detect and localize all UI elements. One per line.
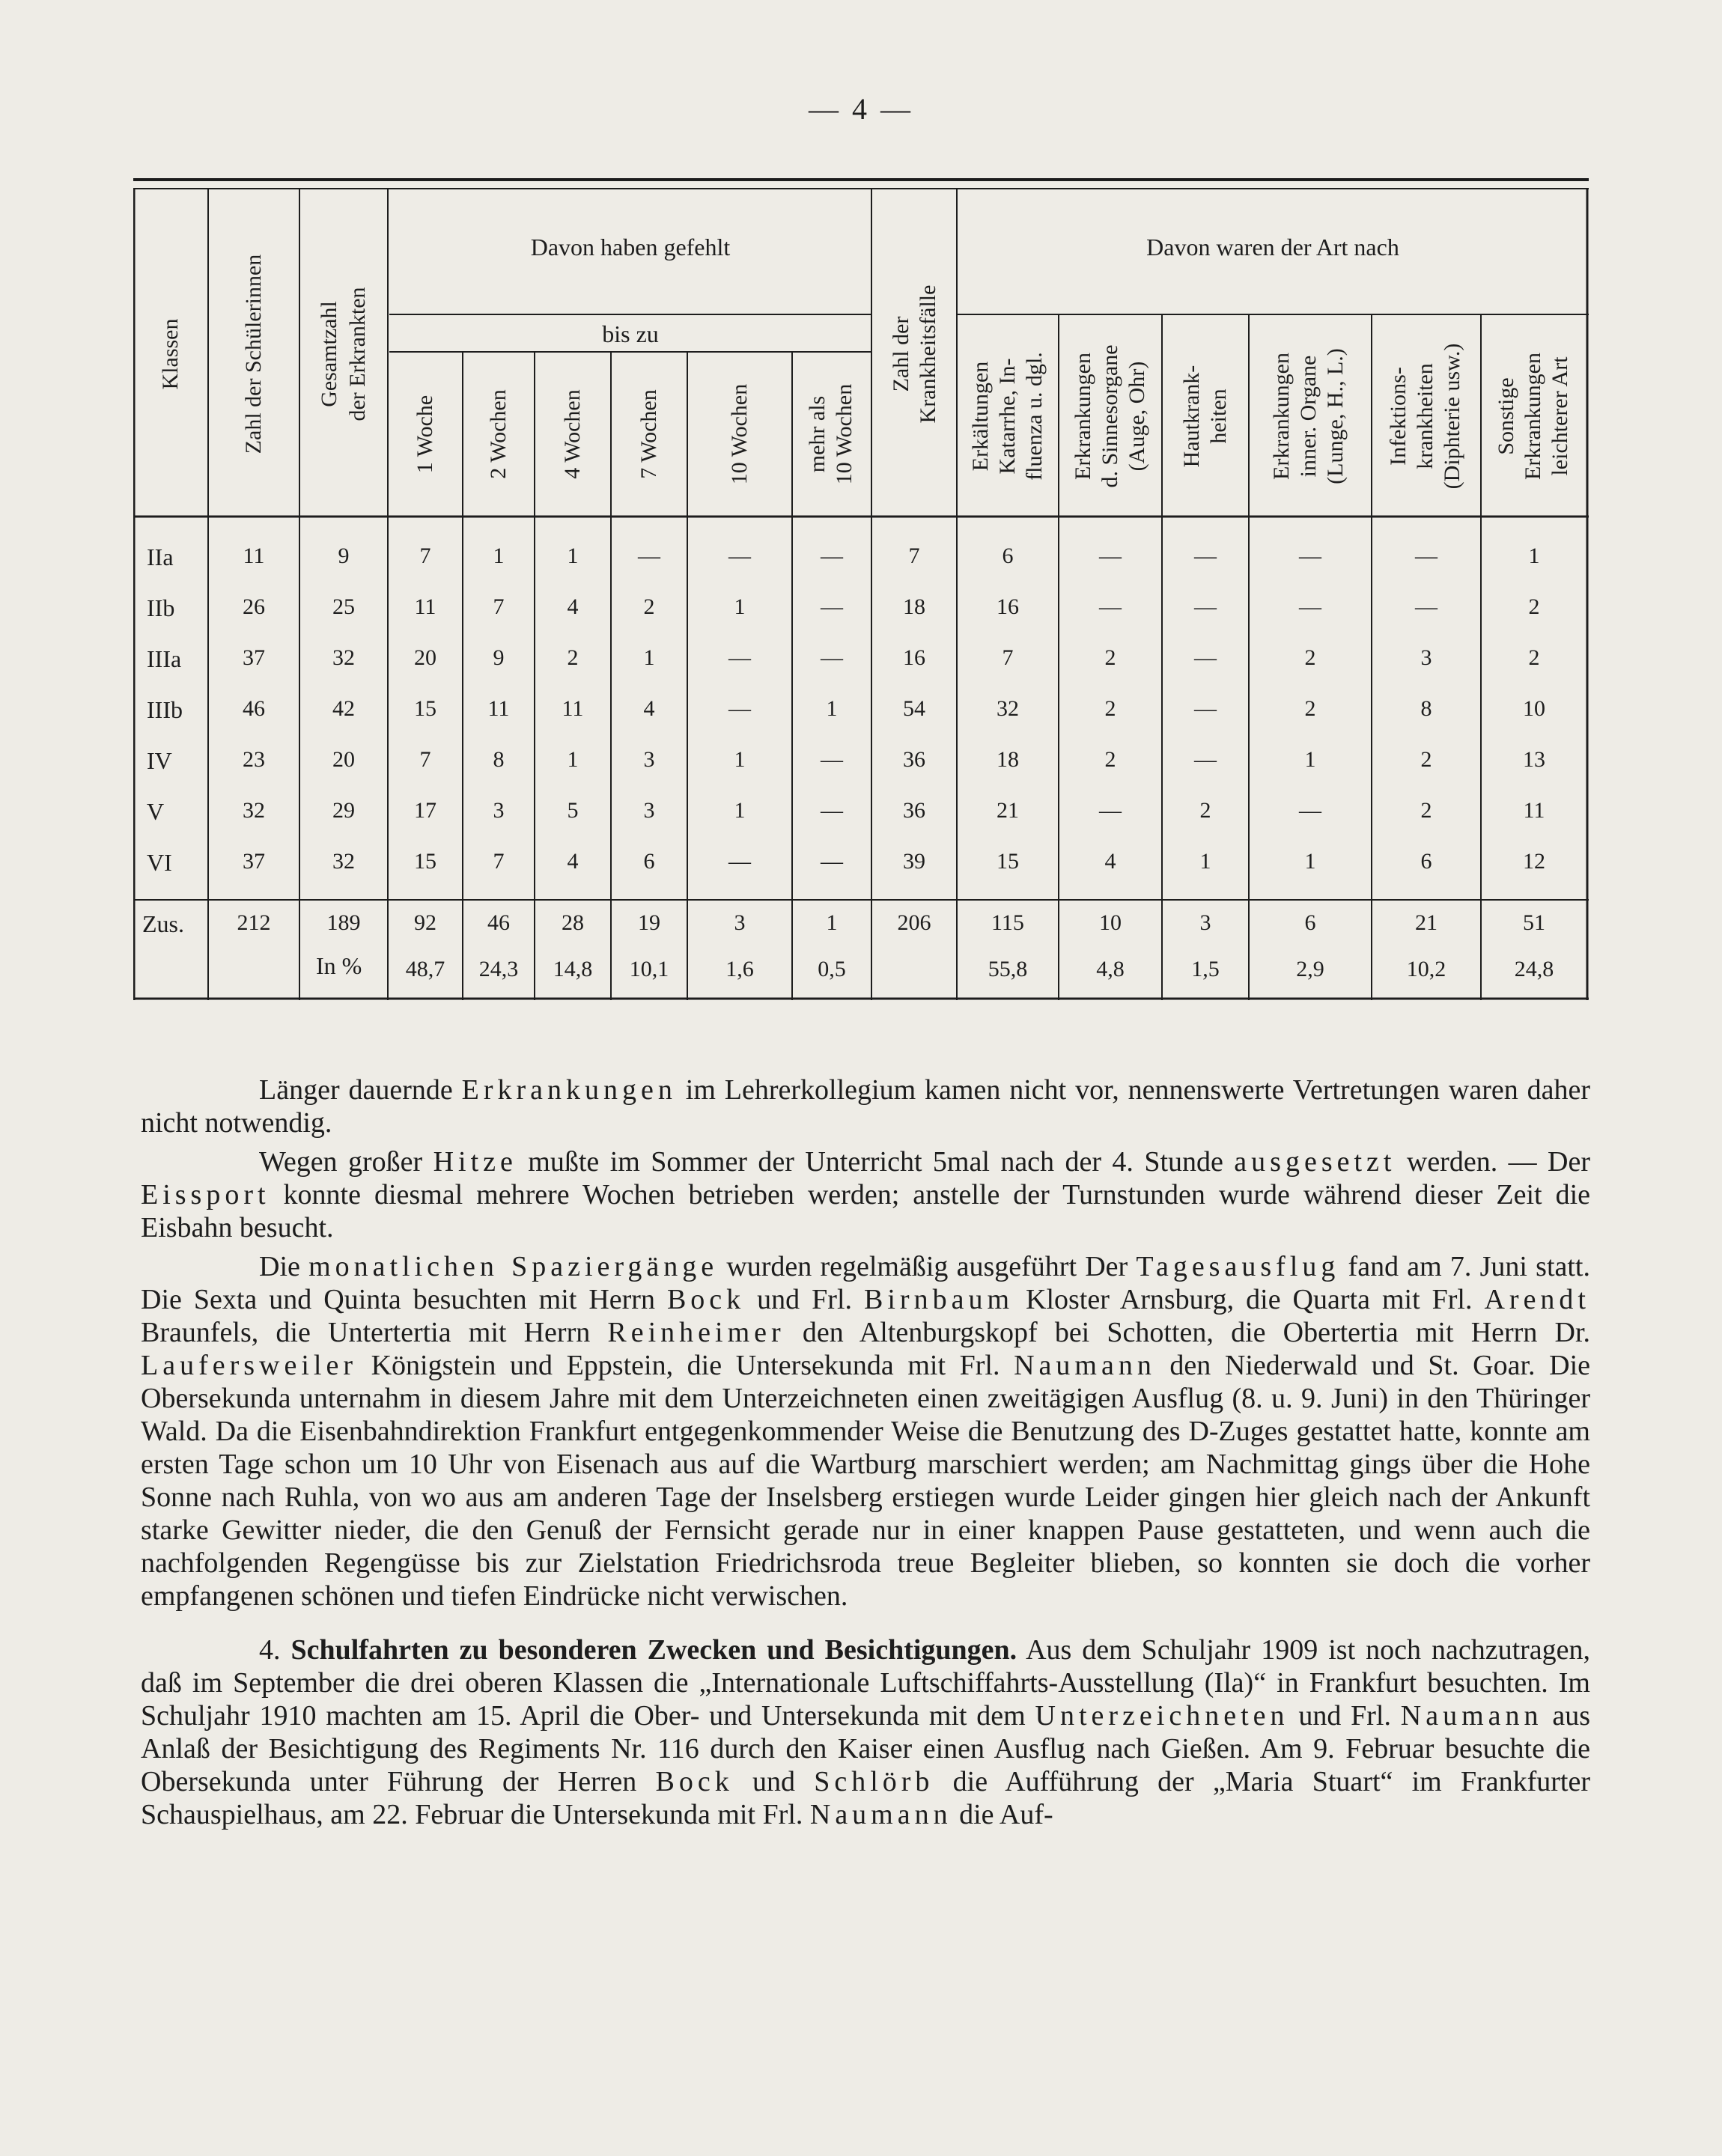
table-cell: 11 bbox=[487, 696, 510, 721]
row-label: IV bbox=[147, 747, 172, 774]
percent-cell: 14,8 bbox=[553, 957, 593, 981]
table-cell: 3 bbox=[643, 747, 655, 772]
table-cell: 2 bbox=[1304, 696, 1316, 721]
table-cell: — bbox=[728, 645, 751, 670]
table-cell: 10 bbox=[1523, 696, 1545, 721]
header-art-innere-1: Erkrankungen bbox=[1269, 353, 1294, 480]
total-cell: 51 bbox=[1523, 910, 1545, 935]
table-cell: 4 bbox=[1104, 849, 1116, 874]
text-segment: Die bbox=[259, 1251, 309, 1282]
table-cell: 23 bbox=[243, 747, 265, 772]
text-segment: die Auf- bbox=[952, 1799, 1053, 1830]
percent-cell: 10,2 bbox=[1406, 957, 1446, 981]
header-art-sinnesorgane-1: Erkrankungen bbox=[1071, 353, 1095, 480]
total-cell: 115 bbox=[991, 910, 1024, 935]
text-segment: wurden regelmäßig ausgeführt Der bbox=[718, 1251, 1137, 1282]
table-cell: 32 bbox=[243, 798, 265, 823]
header-art-infektion-3: (Diphterie usw.) bbox=[1440, 343, 1464, 490]
table-cell: 7 bbox=[1002, 645, 1014, 670]
text-segment: Schlörb bbox=[814, 1766, 934, 1797]
total-cell: 6 bbox=[1304, 910, 1316, 935]
text-segment: Tagesausflug bbox=[1136, 1251, 1340, 1282]
table-cell: — bbox=[821, 798, 843, 823]
row-label: IIIa bbox=[147, 645, 182, 672]
table-cell: 32 bbox=[332, 645, 355, 670]
table-cell: 32 bbox=[332, 849, 355, 874]
text-segment: Naumann bbox=[1014, 1350, 1156, 1381]
table-cell: 1 bbox=[493, 543, 505, 568]
table-cell: 54 bbox=[903, 696, 925, 721]
header-zahl-schuelerinnen: Zahl der Schülerinnen bbox=[241, 254, 266, 454]
total-cell: 212 bbox=[237, 910, 271, 935]
total-row-label: Zus. bbox=[142, 910, 184, 937]
header-bis-zu: bis zu bbox=[602, 320, 659, 347]
table-cell: 11 bbox=[562, 696, 584, 721]
table-cell: — bbox=[1299, 594, 1321, 619]
text-segment: Wegen großer bbox=[259, 1146, 433, 1178]
text-segment: Erkrankungen bbox=[461, 1074, 677, 1106]
table-cell: — bbox=[1194, 594, 1217, 619]
header-art-sinnesorgane-3: (Auge, Ohr) bbox=[1125, 361, 1149, 472]
table-cell: 7 bbox=[419, 543, 431, 568]
table-cell: 2 bbox=[1104, 696, 1116, 721]
table-cell: 11 bbox=[243, 543, 265, 568]
text-segment: Aus dem Schuljahr 1909 ist noch nachzutragen, daß im September die drei oberen Klassen die „Internationale Luftschiffahrts-Ausstellung (Ila)“ in Frankfurt besuchten. Im Schuljahr 1910 machten am 15. April die Ober- und Untersekunda mit dem bbox=[141, 1634, 1591, 1732]
header-art-haut-1: Hautkrank- bbox=[1179, 365, 1204, 468]
table-cell: 3 bbox=[643, 798, 655, 823]
table-cell: — bbox=[1099, 543, 1122, 568]
text-segment: Länger dauernde bbox=[259, 1074, 462, 1106]
text-segment: die Aufführung der „Maria Stuart“ im Frankfurter Schauspielhaus, am 22. Februar die Untersekunda mit Frl. bbox=[141, 1766, 1590, 1830]
header-mehr-als-line2: 10 Wochen bbox=[832, 383, 857, 485]
table-cell: 4 bbox=[643, 696, 655, 721]
total-cell: 10 bbox=[1099, 910, 1122, 935]
table-cell: 7 bbox=[493, 594, 505, 619]
header-art-infektion-1: Infektions- bbox=[1386, 367, 1411, 466]
table-cell: 2 bbox=[1199, 798, 1211, 823]
percent-row-label: In % bbox=[316, 952, 362, 979]
row-label: V bbox=[147, 798, 165, 825]
table-cell: 2 bbox=[1104, 645, 1116, 670]
table-cell: 1 bbox=[734, 594, 746, 619]
table-cell: 1 bbox=[1304, 747, 1316, 772]
percent-cell: 24,3 bbox=[478, 957, 519, 981]
table-cell: 1 bbox=[567, 543, 579, 568]
table-cell: 42 bbox=[332, 696, 355, 721]
total-cell: 1 bbox=[826, 910, 838, 935]
table-cell: — bbox=[821, 645, 843, 670]
text-segment: Bock bbox=[655, 1766, 734, 1797]
header-art-sinnesorgane-2: d. Sinnesorgane bbox=[1098, 344, 1122, 488]
table-cell: 5 bbox=[567, 798, 579, 823]
header-art-infektion-2: krankheiten bbox=[1413, 363, 1437, 469]
table-cell: 1 bbox=[734, 747, 746, 772]
text-segment: und Frl. bbox=[745, 1284, 865, 1315]
paragraph-lehrerkollegium bbox=[141, 1074, 1590, 1139]
table-cell: 17 bbox=[414, 798, 436, 823]
table-cell: 26 bbox=[243, 594, 265, 619]
table-cell: 11 bbox=[414, 594, 436, 619]
table-cell: 2 bbox=[643, 594, 655, 619]
header-1-woche: 1 Woche bbox=[413, 395, 437, 474]
table-cell: 3 bbox=[1420, 645, 1432, 670]
text-segment: fand am 7. Juni statt. Die Sexta und Quinta besuchten mit Herrn bbox=[141, 1251, 1590, 1315]
table-cell: 21 bbox=[997, 798, 1019, 823]
table-cell: 4 bbox=[567, 849, 579, 874]
table-cell: 13 bbox=[1523, 747, 1545, 772]
table-cell: 1 bbox=[1528, 543, 1540, 568]
table-cell: 1 bbox=[734, 798, 746, 823]
percent-cell: 48,7 bbox=[405, 957, 445, 981]
text-segment: Laufersweiler bbox=[141, 1350, 357, 1381]
table-cell: 18 bbox=[997, 747, 1019, 772]
table-cell: 8 bbox=[493, 747, 505, 772]
text-segment: Kloster Arnsburg, die Quarta mit Frl. bbox=[1014, 1284, 1485, 1315]
total-cell: 92 bbox=[414, 910, 436, 935]
percent-cell: 1,5 bbox=[1191, 957, 1220, 981]
table-cell: 7 bbox=[908, 543, 920, 568]
table-cell: — bbox=[1299, 543, 1321, 568]
table-cell: 6 bbox=[1002, 543, 1014, 568]
percent-cell: 4,8 bbox=[1096, 957, 1125, 981]
table-cell: — bbox=[1415, 543, 1437, 568]
header-4-wochen: 4 Wochen bbox=[560, 389, 585, 479]
text-segment: aus Anlaß der Besichtigung des Regiments Nr. 116 durch den Kaiser einen Ausflug nach Gießen. Am 9. Februar besuchte die Obersekunda unter Führung der Herren bbox=[141, 1700, 1590, 1797]
table-cell: 39 bbox=[903, 849, 925, 874]
total-cell: 21 bbox=[1415, 910, 1437, 935]
table-cell: 20 bbox=[414, 645, 436, 670]
table-cell: 9 bbox=[338, 543, 350, 568]
table-cell: 9 bbox=[493, 645, 505, 670]
percent-cell: 24,8 bbox=[1514, 957, 1554, 981]
header-art-innere-2: inner. Organe bbox=[1296, 355, 1321, 478]
text-segment: monatlichen Spaziergänge bbox=[308, 1251, 719, 1282]
total-cell: 28 bbox=[562, 910, 584, 935]
header-davon-art: Davon waren der Art nach bbox=[1146, 234, 1399, 261]
total-cell: 189 bbox=[326, 910, 361, 935]
table-cell: 12 bbox=[1523, 849, 1545, 874]
table-cell: — bbox=[728, 696, 751, 721]
illness-statistics-table bbox=[133, 178, 1589, 1000]
table-cell: — bbox=[821, 543, 843, 568]
table-cell: 1 bbox=[567, 747, 579, 772]
table-cell: — bbox=[728, 849, 751, 874]
header-art-innere-3: (Lunge, H., L.) bbox=[1323, 348, 1348, 484]
total-cell: 3 bbox=[734, 910, 746, 935]
header-davon-gefehlt: Davon haben gefehlt bbox=[530, 234, 731, 261]
text-segment: Arendt bbox=[1484, 1284, 1590, 1315]
header-zahl-krankheitsfaelle-line1: Zahl der bbox=[889, 316, 913, 392]
table-cell: — bbox=[821, 747, 843, 772]
text-segment: und Frl. bbox=[1289, 1700, 1401, 1732]
text-segment: Schulfahrten zu besonderen Zwecken und Besichtigungen. bbox=[290, 1634, 1017, 1666]
header-10-wochen: 10 Wochen bbox=[727, 383, 752, 485]
row-label: IIIb bbox=[147, 696, 183, 723]
text-segment: ausgesetzt bbox=[1234, 1146, 1396, 1178]
paragraph-schulfahrten bbox=[141, 1633, 1590, 1831]
header-art-sonstige-1: Sonstige bbox=[1494, 377, 1518, 455]
table-cell: — bbox=[1099, 798, 1122, 823]
total-cell: 19 bbox=[638, 910, 660, 935]
text-segment: Reinheimer bbox=[607, 1317, 785, 1348]
table-cell: 4 bbox=[567, 594, 579, 619]
header-art-erkaeltungen-3: fluenza u. dgl. bbox=[1022, 352, 1047, 481]
table-cell: 2 bbox=[1528, 645, 1540, 670]
row-label: IIb bbox=[147, 594, 175, 621]
table-cell: — bbox=[1099, 594, 1122, 619]
text-segment: den Altenburgskopf bei Schotten, die Obertertia mit Herrn Dr. bbox=[785, 1317, 1590, 1348]
text-segment: Eissport bbox=[141, 1179, 270, 1211]
page-number: — 4 — bbox=[809, 92, 913, 126]
text-segment: werden. — Der bbox=[1396, 1146, 1590, 1178]
header-art-haut-2: heiten bbox=[1206, 389, 1231, 444]
table-cell: — bbox=[1194, 696, 1217, 721]
table-cell: 16 bbox=[997, 594, 1019, 619]
text-segment: Braunfels, die Untertertia mit Herrn bbox=[141, 1317, 608, 1348]
table-cell: — bbox=[1415, 594, 1437, 619]
header-2-wochen: 2 Wochen bbox=[486, 389, 511, 479]
header-klassen: Klassen bbox=[158, 318, 183, 390]
table-cell: 2 bbox=[1304, 645, 1316, 670]
table-cell: 46 bbox=[243, 696, 265, 721]
table-cell: — bbox=[728, 543, 751, 568]
text-segment: im Lehrerkollegium kamen nicht vor, nennenswerte Vertretungen waren daher nicht notwendig. bbox=[141, 1074, 1590, 1139]
table-cell: 3 bbox=[493, 798, 505, 823]
percent-cell: 2,9 bbox=[1296, 957, 1324, 981]
percent-cell: 10,1 bbox=[629, 957, 669, 981]
table-cell: 1 bbox=[643, 645, 655, 670]
table-cell: — bbox=[1299, 798, 1321, 823]
table-cell: — bbox=[638, 543, 660, 568]
table-cell: 36 bbox=[903, 747, 925, 772]
table-cell: 2 bbox=[567, 645, 579, 670]
table-cell: 8 bbox=[1420, 696, 1432, 721]
percent-cell: 1,6 bbox=[725, 957, 754, 981]
text-segment: Bock bbox=[666, 1284, 746, 1315]
header-art-erkaeltungen-2: Katarrhe, In- bbox=[995, 358, 1020, 475]
text-segment: Birnbaum bbox=[864, 1284, 1014, 1315]
table-cell: 36 bbox=[903, 798, 925, 823]
header-art-sonstige-3: leichterer Art bbox=[1548, 356, 1572, 476]
text-segment: konnte diesmal mehrere Wochen betrieben werden; anstelle der Turnstunden wurde während dieser Zeit die Eisbahn besucht. bbox=[141, 1179, 1590, 1243]
table-cell: 1 bbox=[1304, 849, 1316, 874]
paragraph-spaziergaenge bbox=[141, 1250, 1590, 1613]
text-segment: Naumann bbox=[1400, 1700, 1543, 1732]
table-cell: 37 bbox=[243, 645, 265, 670]
header-gesamtzahl-line2: der Erkrankten bbox=[345, 287, 370, 421]
table-cell: 7 bbox=[419, 747, 431, 772]
table-cell: — bbox=[1194, 747, 1217, 772]
text-segment: Königstein und Eppstein, die Untersekunda mit Frl. bbox=[357, 1350, 1014, 1381]
row-label: IIa bbox=[147, 543, 174, 570]
table-cell: 16 bbox=[903, 645, 925, 670]
body-text bbox=[141, 1074, 1590, 1831]
row-label: VI bbox=[147, 849, 172, 876]
text-segment: den Niederwald und St. Goar. Die Obersekunda unternahm in diesem Jahre mit dem Unterzeichneten einen zweitägigen Ausflug (8. u. 9. Juni) in den Thüringer Wald. Da die Eisenbahndirektion Frankfurt entgegenkommender Weise die Benutzung des D-Zuges gestattet hatte, konnte am ersten Tage schon um 10 Uhr von Eisenach aus auf die Wartburg marschiert werden; am Nachmittag gings über die Hohe Sonne nach Ruhla, von wo aus am anderen Tage der Inselsberg erstiegen wurde Leider gingen hier gleich nach der Ankunft starke Gewitter nieder, die den Genuß der Fernsicht gerade nur in einer knappen Pause gestatteten, und wenn auch die nachfolgenden Regengüsse bis zur Zielstation Friedrichsroda treue Begleiter blieben, so konnten sie doch die vorher empfangenen schönen und tiefen Eindrücke nicht verwischen. bbox=[141, 1350, 1591, 1612]
percent-cell: 55,8 bbox=[988, 957, 1028, 981]
text-segment: mußte im Sommer der Unterricht 5mal nach der 4. Stunde bbox=[517, 1146, 1235, 1178]
text-segment: 4. bbox=[259, 1634, 291, 1666]
table-cell: 6 bbox=[1420, 849, 1432, 874]
total-cell: 206 bbox=[897, 910, 931, 935]
header-gesamtzahl-line1: Gesamtzahl bbox=[317, 301, 341, 407]
table-cell: 2 bbox=[1420, 798, 1432, 823]
table-cell: 15 bbox=[414, 849, 436, 874]
text-segment: Naumann bbox=[809, 1799, 952, 1830]
header-art-erkaeltungen-1: Erkältungen bbox=[968, 361, 993, 472]
table-cell: — bbox=[821, 849, 843, 874]
table-cell: 2 bbox=[1420, 747, 1432, 772]
table-cell: — bbox=[1194, 543, 1217, 568]
table-cell: 7 bbox=[493, 849, 505, 874]
table-cell: 29 bbox=[332, 798, 355, 823]
header-zahl-krankheitsfaelle-line2: Krankheitsfälle bbox=[916, 284, 940, 424]
text-segment: und bbox=[733, 1766, 815, 1797]
table-cell: 1 bbox=[1199, 849, 1211, 874]
header-mehr-als-line1: mehr als bbox=[805, 395, 830, 473]
paragraph-hitze-eissport bbox=[141, 1145, 1590, 1244]
percent-cell: 0,5 bbox=[818, 957, 846, 981]
header-7-wochen: 7 Wochen bbox=[636, 389, 661, 479]
table-cell: 15 bbox=[997, 849, 1019, 874]
total-cell: 3 bbox=[1199, 910, 1211, 935]
table-cell: 2 bbox=[1528, 594, 1540, 619]
table-cell: 20 bbox=[332, 747, 355, 772]
text-segment: Unterzeichneten bbox=[1035, 1700, 1289, 1732]
header-art-sonstige-2: Erkrankungen bbox=[1521, 353, 1545, 480]
table-cell: 11 bbox=[1523, 798, 1545, 823]
table-cell: 15 bbox=[414, 696, 436, 721]
table-cell: 37 bbox=[243, 849, 265, 874]
table-cell: 18 bbox=[903, 594, 925, 619]
table-cell: 25 bbox=[332, 594, 355, 619]
text-segment: Hitze bbox=[433, 1146, 517, 1178]
table-cell: 2 bbox=[1104, 747, 1116, 772]
table-cell: 32 bbox=[997, 696, 1019, 721]
table-cell: — bbox=[821, 594, 843, 619]
table-cell: — bbox=[1194, 645, 1217, 670]
table-cell: 6 bbox=[643, 849, 655, 874]
total-cell: 46 bbox=[487, 910, 510, 935]
table-cell: 1 bbox=[826, 696, 838, 721]
